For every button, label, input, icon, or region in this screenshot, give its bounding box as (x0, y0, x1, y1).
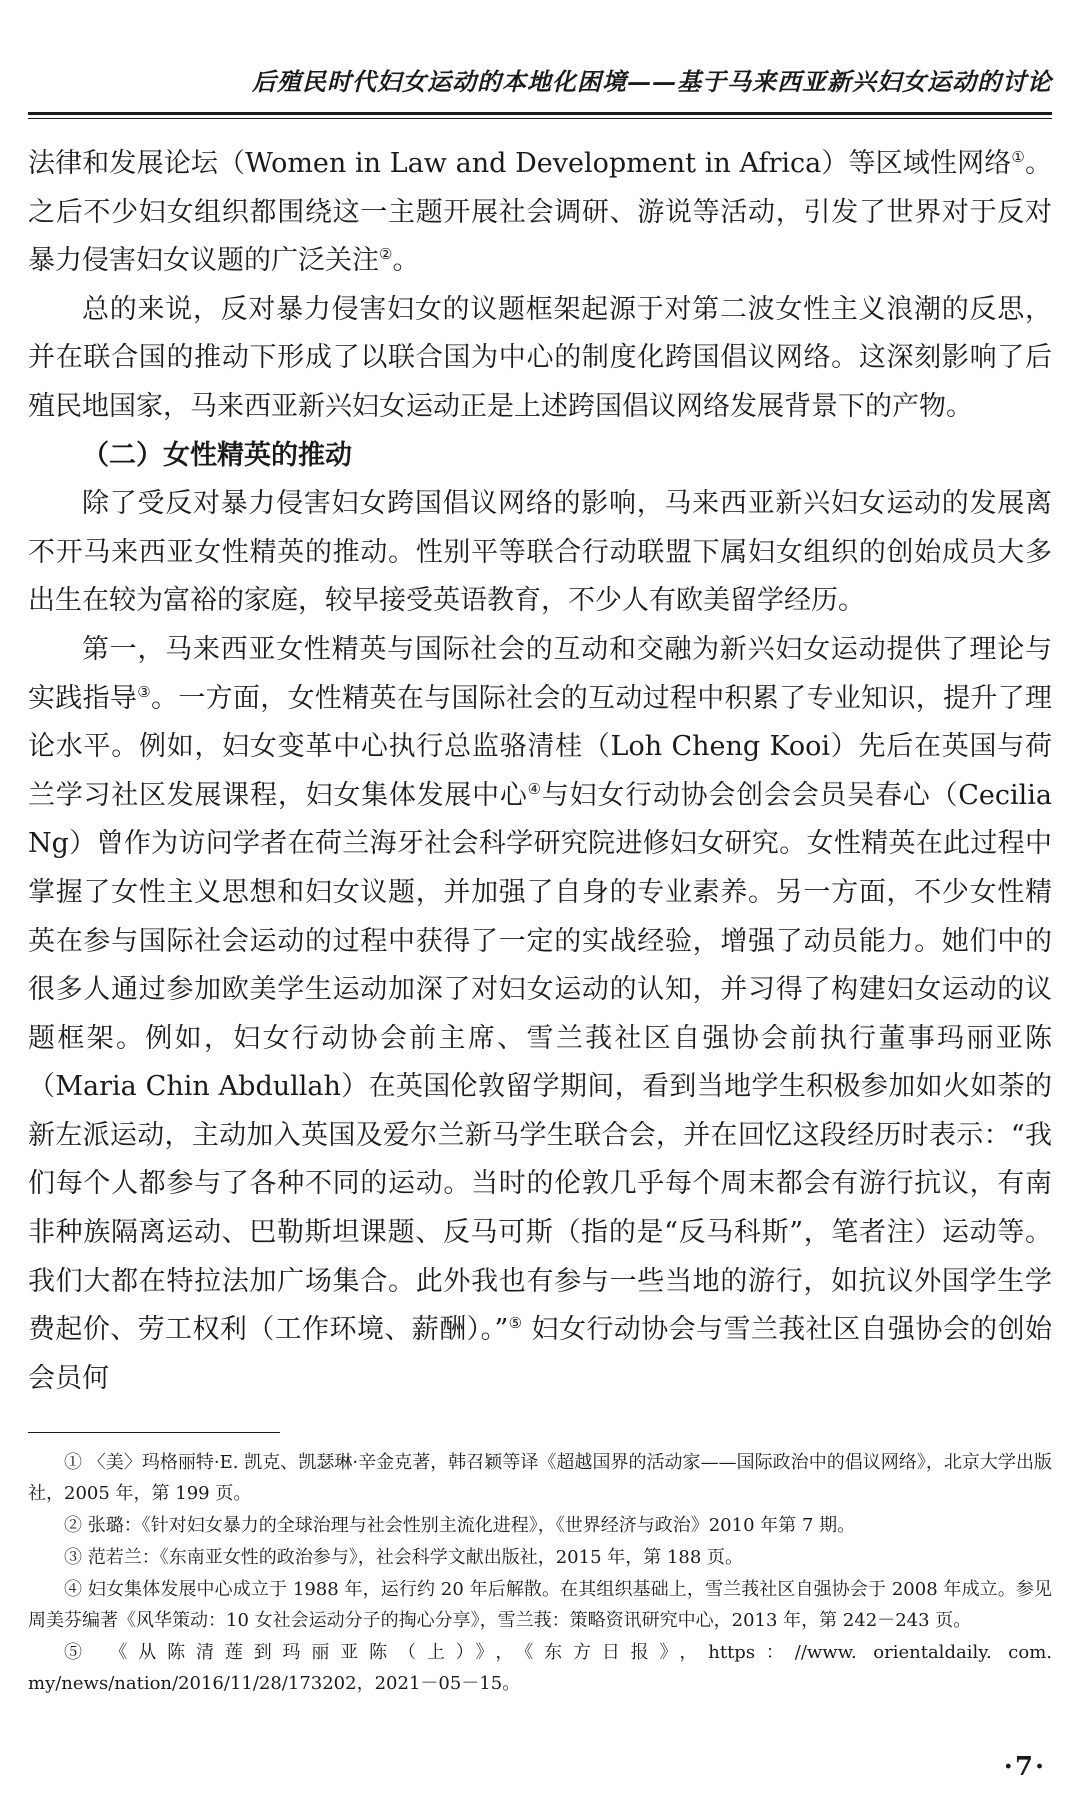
page-number: ·7· (1003, 1752, 1046, 1782)
paragraph-text: 。一方面，女性精英在与国际社会的互动过程中积累了专业知识，提升了理论水平。例如，妇女变革中心执行总监骆清桂（Loh Cheng Kooi）先后在英国与荷兰学习社区发展课程，妇女集体发展中心 (28, 682, 1053, 811)
running-head: 后殖民时代妇女运动的本地化困境——基于马来西亚新兴妇女运动的讨论 (252, 67, 1052, 96)
footnote: ⑤ 《从陈清莲到玛丽亚陈（上）》，《东方日报》，https：//www. orientaldaily. com. my/news/nation/2016/11/28/173202，2021－05－15。 (28, 1642, 1052, 1694)
header-rule-thin (28, 118, 1052, 119)
paragraph: 除了受反对暴力侵害妇女跨国倡议网络的影响，马来西亚新兴妇女运动的发展离不开马来西亚女性精英的推动。性别平等联合行动联盟下属妇女组织的创始成员大多出生在较为富裕的家庭，较早接受英语教育，不少人有欧美留学经历。 (28, 488, 1052, 617)
footnote: ② 张璐：《针对妇女暴力的全球治理与社会性别主流化进程》，《世界经济与政治》2010 年第 7 期。 (64, 1515, 856, 1536)
footnotes (28, 1447, 1052, 1700)
footnote: ① 〈美〉玛格丽特·E. 凯克、凯瑟琳·辛金克著，韩召颖等译《超越国界的活动家——国际政治中的倡议网络》，北京大学出版社，2005 年，第 199 页。 (28, 1452, 1052, 1504)
paragraph-text: 妇女行动协会与雪兰莪社区自强协会的创始会员何 (28, 1314, 1052, 1394)
footnote-rule (28, 1432, 280, 1433)
paragraph-text: 。之后不少妇女组织都围绕这一主题开展社会调研、游说等活动，引发了世界对于反对暴力侵害妇女议题的广泛关注 (28, 148, 1052, 277)
paragraph-text: 法律和发展论坛（Women in Law and Development in Africa）等区域性网络 (28, 148, 1012, 179)
body-text (28, 140, 1052, 1403)
footnote: ③ 范若兰：《东南亚女性的政治参与》，社会科学文献出版社，2015 年，第 188 页。 (64, 1547, 744, 1568)
paragraph (28, 140, 1052, 286)
paragraph-text: 第一，马来西亚女性精英与国际社会的互动和交融为新兴妇女运动提供了理论与实践指导 (28, 633, 1052, 714)
footnote-ref: ① (1011, 148, 1025, 166)
footnote-ref: ② (379, 245, 393, 264)
footnote-ref: ③ (137, 682, 152, 701)
paragraph-text: 。 (392, 245, 420, 277)
footnote-ref: ④ (527, 779, 542, 798)
paragraph (28, 626, 1052, 1404)
footnote: ④ 妇女集体发展中心成立于 1988 年，运行约 20 年后解散。在其组织基础上，雪兰莪社区自强协会于 2008 年成立。参见周美芬编著《风华策动：10 女社会运动分子的掏心分享》，雪兰莪：策略资讯研究中心，2013 年，第 242－243 页。 (28, 1579, 1052, 1631)
section-heading: （二）女性精英的推动 (82, 439, 352, 471)
paragraph-text: 与妇女行动协会创会会员吴春心（Cecilia Ng）曾作为访问学者在荷兰海牙社会科学研究院进修妇女研究。女性精英在此过程中掌握了女性主义思想和妇女议题，并加强了自身的专业素养。另一方面，不少女性精英在参与国际社会运动的过程中获得了一定的实战经验，增强了动员能力。她们中的很多人通过参加欧美学生运动加深了对妇女运动的认知，并习得了构建妇女运动的议题框架。例如，妇女行动协会前主席、雪兰莪社区自强协会前执行董事玛丽亚陈（Maria Chin Abdullah）在英国伦敦留学期间，看到当地学生积极参加如火如荼的新左派运动，主动加入英国及爱尔兰新马学生联合会，并在回忆这段经历时表示：“我们每个人都参与了各种不同的运动。当时的伦敦几乎每个周末都会有游行抗议，有南非种族隔离运动、巴勒斯坦课题、反马可斯（指的是“反马科斯”，笔者注）运动等。我们大都在特拉法加广场集合。此外我也有参与一些当地的游行，如抗议外国学生学费起价、劳工权利（工作环境、薪酬）。” (28, 779, 1053, 1346)
footnote-ref: ⑤ (508, 1314, 523, 1333)
header-rule (28, 112, 1052, 115)
paragraph: 总的来说，反对暴力侵害妇女的议题框架起源于对第二波女性主义浪潮的反思，并在联合国的推动下形成了以联合国为中心的制度化跨国倡议网络。这深刻影响了后殖民地国家，马来西亚新兴妇女运动正是上述跨国倡议网络发展背景下的产物。 (28, 293, 1052, 422)
